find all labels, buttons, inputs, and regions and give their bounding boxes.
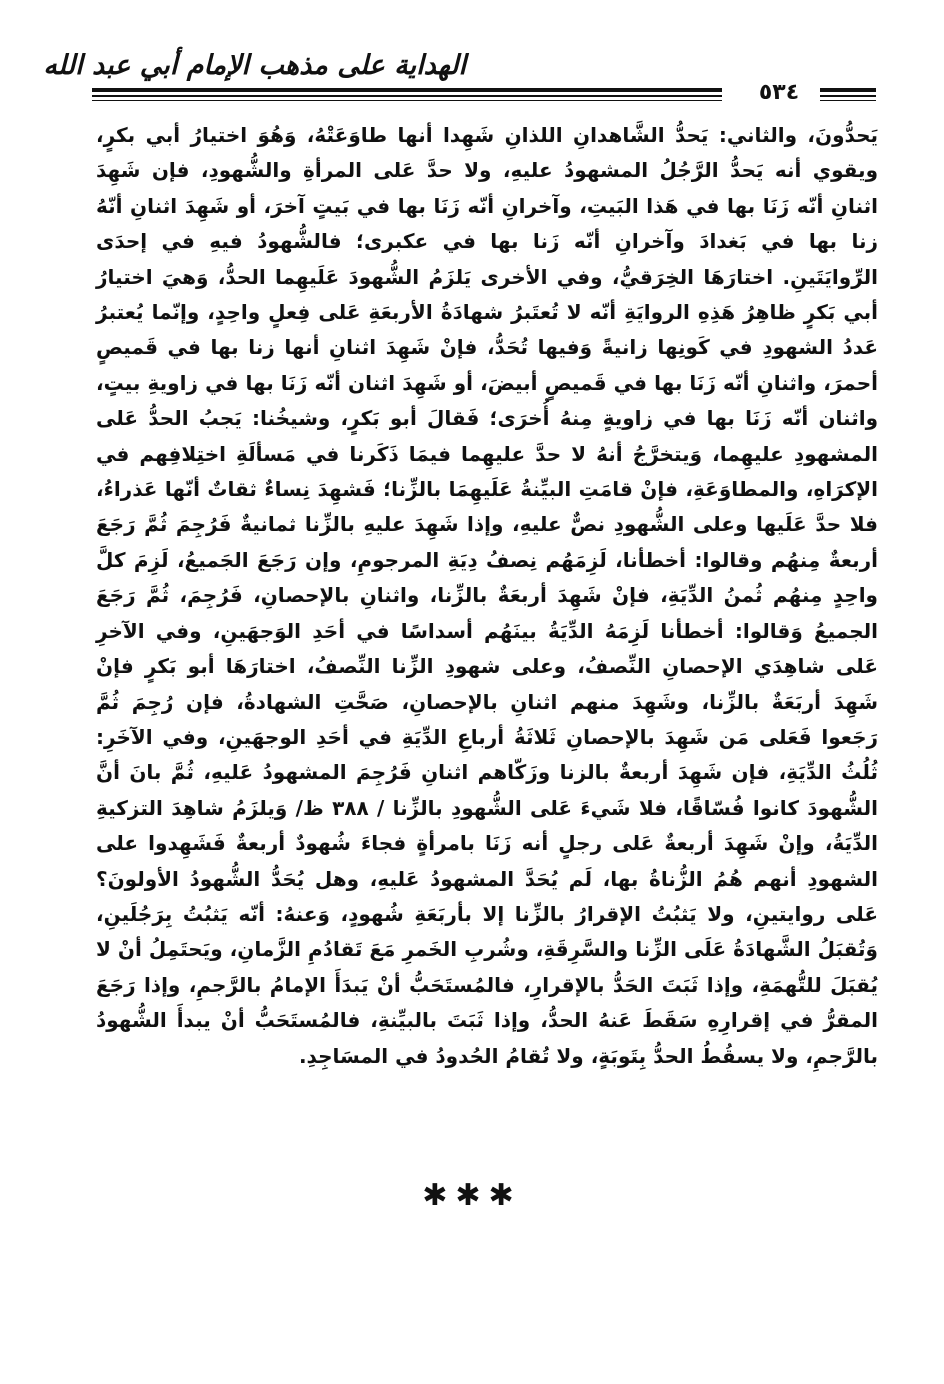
header-rule: [92, 100, 722, 101]
header-rule-short: [820, 88, 876, 92]
running-header-title: الهداية على مذهب الإمام أبي عبد الله: [43, 50, 466, 81]
header-rule: [92, 95, 722, 97]
header-rule-short: [820, 100, 876, 101]
header-rule: [92, 88, 722, 92]
body-paragraph: يَحدُّونَ، والثاني: يَحدُّ الشَّاهدانِ اللذانِ شَهِدا أنها طاوَعَتْهُ، وَهُوَ اختيارُ أبي بكرٍ، ويقوي أنه يَحدُّ الرَّجُلُ المشهودُ عليهِ، ولا حدَّ عَلى المرأةِ والشُّهودِ، فإن شَهِدَ اثنانِ أنّه زَنَا بها في هَذا البَيتِ، وآخرانِ أنّه زَنَا بها في بَيتٍ آخرَ، أو شَهِدَ اثنانِ أنّهُ زنا بها في بَغدادَ وآخرانِ أنّه زَنا بها في عكبرى؛ فالشُّهودُ فيهِ في إحدَى الرِّوايَتَينِ. اختارَهَا الخِرَقيُّ، وفي الأخرى يَلزَمُ الشُّهودَ عَلَيهِما الحدُّ، وَهيَ اختيارُ أبي بَكرٍ ظاهِرُ هَذِهِ الروايَةِ أنّه لا تُعتَبرُ شهادَةُ الأربعَةِ عَلى فِعلٍ واحِدٍ، وإنّما يُعتبرُ عَددُ الشهودِ في كَونِها زانيةً وَفيها تُحَدُّ، فإنْ شَهِدَ اثنانِ أنها زنا بها في قَميصٍ أحمرَ، واثنانِ أنّه زَنَا بها في قَميصٍ أبيضَ، أو شَهِدَ اثنان أنّه زَنَا بها في زاويةِ بيتٍ، واثنان أنّه زَنَا بها في زاويةٍ مِنهُ أُخرَى؛ فَقالَ أبو بَكرٍ، وشيخُنا: يَجبُ الحدُّ عَلى المشهودِ عليهِما، وَيتخرَّجُ أنهُ لا حدَّ عليهِما فيمَا ذَكَرنا في مَسألَةِ اختِلافِهم في الإكرَاهِ، والمطاوَعَةِ، فإنْ قامَتِ البيِّنةُ عَلَيهِمَا بالزِّنا؛ فَشهِدَ نِساءٌ ثقاتٌ أنّها عَذراءُ، فلا حدَّ عَلَيها وعلى الشُّهودِ نصٌّ عليهِ، وإذا شَهِدَ عليهِ بالزِّنا ثمانيةٌ فَرُجِمَ ثُمَّ رَجَعَ أربعةٌ مِنهُم وقالوا: أخطأنا، لَزِمَهُم نِصفُ دِيَةِ المرجومِ، وإن رَجَعَ الجَميعُ، لَزِمَ كلَّ واحِدٍ مِنهُم ثُمنُ الدِّيَةِ، فإنْ شَهِدَ أربعَةٌ بالزِّنا، واثنانِ بالإحصانِ، فَرُجِمَ، ثُمَّ رَجَعَ الجميعُ وَقالوا: أخطأنا لَزِمَهُ الدِّيَةُ بينَهُم أسداسًا في أحَدِ الوَجهَينِ، وفي الآخرِ عَلى شاهِدَي الإحصانِ النِّصفُ، وعلى شهودِ الزِّنا النِّصفُ، اختارَهَا أبو بَكرٍ فإنْ شَهِدَ أربَعَةٌ بالزِّنا، وشَهِدَ منهم اثنانِ بالإحصانِ، صَحَّتِ الشهادةُ، فإن رُجِمَ ثُمَّ رَجَعوا فَعَلى مَن شَهِدَ بالإحصانِ ثَلاثَةُ أرباعِ الدِّيَةِ في أحَدِ الوجهَينِ، وفي الآخَرِ: ثُلُثُ الدِّيَةِ، فإن شَهِدَ أربعةٌ بالزنا وزَكّاهم اثنانِ فَرُجِمَ المشهودُ عَليهِ، ثُمَّ بانَ أنَّ الشُّهودَ كانوا فُسّاقًا، فلا شَيءَ عَلى الشُّهودِ بالزِّنا / ٣٨٨ ظ/ وَيلزَمُ شاهِدَ التزكيةِ الدِّيَةُ، وإنْ شَهِدَ أربعةٌ عَلى رجلٍ أنه زَنَا بامرأةٍ فجاءَ شُهودٌ أربعةٌ فَشَهِدوا على الشهودِ أنهم هُمُ الزُّناةُ بها، لَم يُحَدَّ المشهودُ عَليهِ، وهل يُحَدُّ الشُّهودُ الأولونَ؟ عَلى روايتينِ، ولا يَثبُتُ الإقرارُ بالزِّنا إلا بأربَعَةِ شُهودٍ، وَعنهُ: أنّه يَثبُتُ بِرَجُلَينِ، وَتُقبَلُ الشَّهادَةُ عَلَى الزِّنا والسَّرِقَةِ، وشُربِ الخَمرِ مَعَ تَقادُمِ الزَّمانِ، ويَحتَمِلُ أنْ لا يُقبَلَ للتُّهمَةِ، وإذا ثَبَتَ الحَدُّ بالإقرارِ، فالمُستَحَبُّ أنْ يَبدَأَ الإمامُ بالرَّجمِ، وإذا رَجَعَ المقرُّ في إقرارِهِ سَقَطَ عَنهُ الحدُّ، وإذا ثَبَتَ بالبيِّنةِ، فالمُستَحَبُّ أنْ يبدأَ الشُّهودُ بالرَّجمِ، ولا يسقُطُ الحدُّ بِتَوبَةٍ، ولا تُقامُ الحُدودُ في المسَاجِدِ.: [96, 123, 878, 1068]
section-end-ornament: ✱✱✱: [422, 1178, 522, 1213]
page-number: ٥٣٤: [758, 80, 800, 105]
header-rule-short: [820, 95, 876, 97]
